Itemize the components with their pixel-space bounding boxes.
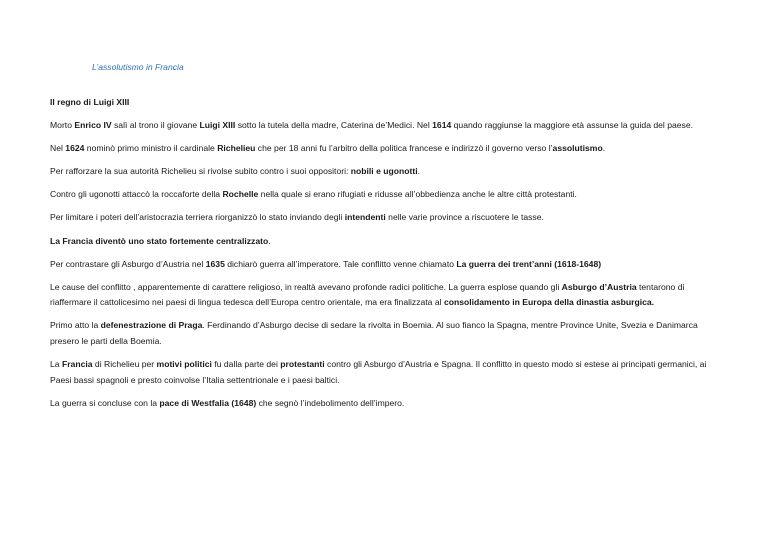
text-run: nelle varie province a riscuotere le tasse. (385, 212, 544, 223)
bold-text: defenestrazione di Praga (100, 320, 203, 331)
text-run: Nel (50, 143, 66, 154)
paragraph (50, 257, 722, 273)
text-run: salì al trono il giovane (111, 120, 200, 131)
text-run: tentarono di riaffermare il cattolicesimo nei paesi di lingua tedesca dell’Europa centro orientale, ma era finalizzata al (50, 281, 685, 308)
bold-text: Enrico IV (74, 120, 112, 131)
text-run: che segnò l’indebolimento dell’impero. (256, 397, 405, 408)
text-run: Le cause del conflitto , apparentemente di carattere religioso, in realtà avevano profonde radici politiche. La guerra esplose quando gli (50, 281, 562, 292)
text-run: sotto la tutela della madre, Caterina de’Medici. Nel (235, 120, 433, 131)
text-run: quando raggiunse la maggiore età assunse la guida del paese. (451, 120, 694, 131)
bold-text: protestanti (280, 359, 325, 370)
text-run: Morto (50, 120, 75, 131)
bold-text: nobili e ugonotti (350, 166, 418, 177)
text-run: . (602, 143, 606, 154)
paragraph (50, 187, 722, 203)
text-run: dichiarò guerra all’imperatore. Tale conflitto venne chiamato (224, 258, 457, 269)
paragraph (50, 234, 722, 250)
bold-text: La guerra dei trent’anni (1618-1648) (456, 258, 602, 269)
bold-text: Rochelle (222, 189, 259, 200)
paragraph (50, 396, 722, 412)
paragraph (50, 164, 722, 180)
text-run: che per 18 anni fu l’arbitro della politica francese e indirizzò il governo verso l’ (255, 143, 553, 154)
document-title: L’assolutismo in Francia (92, 62, 184, 72)
text-run: nominò primo ministro il cardinale (84, 143, 218, 154)
bold-text: Luigi XIII (199, 120, 236, 131)
bold-text: Francia (61, 359, 93, 370)
paragraph (50, 210, 722, 226)
text-run: . (417, 166, 420, 177)
text-run: . Ferdinando d’Asburgo decise di sedare la rivolta in Boemia. Al suo fianco la Spagna, mentre Province Unite, Svezia e Danimarca presero le parti della Boemia. (50, 320, 698, 347)
bold-text: 1624 (65, 143, 85, 154)
text-run: Per rafforzare la sua autorità Richelieu si rivolse subito contro i suoi oppositori: (50, 166, 351, 177)
paragraph (50, 318, 722, 349)
bold-text: motivi politici (156, 359, 212, 370)
paragraph (50, 141, 722, 157)
text-run: Contro gli ugonotti attaccò la roccaforte della (50, 189, 223, 200)
bold-text: La Francia diventò uno stato fortemente centralizzato (50, 235, 269, 246)
text-run: Primo atto la (50, 320, 101, 331)
bold-text: intendenti (344, 212, 386, 223)
bold-text: pace di Westfalia (1648) (159, 397, 257, 408)
text-run: La (50, 359, 62, 370)
bold-text: 1635 (205, 258, 225, 269)
text-run: La guerra si concluse con la (50, 397, 160, 408)
text-run: Per contrastare gli Asburgo d’Austria nel (50, 258, 206, 269)
text-run: Per limitare i poteri dell’aristocrazia terriera riorganizzò lo stato inviando degli (50, 212, 345, 223)
paragraph (50, 280, 722, 311)
text-run: nella quale si erano rifugiati e ridusse all’obbedienza anche le altre città protestanti. (258, 189, 577, 200)
paragraph-list (50, 118, 722, 411)
bold-text: Richelieu (217, 143, 256, 154)
text-run: contro gli Asburgo d’Austria e Spagna. Il conflitto in questo modo si estese ai principati germanici, ai Paesi bassi spagnoli e presto coinvolse l’Italia settentrionale e i paesi baltici. (50, 359, 707, 385)
paragraph (50, 357, 722, 388)
text-run: di Richelieu per (92, 359, 157, 370)
bold-text: Asburgo d’Austria (561, 281, 637, 292)
paragraph (50, 118, 722, 134)
bold-text: consolidamento in Europa della dinastia asburgica. (443, 297, 655, 308)
section-heading: Il regno di Luigi XIII (50, 97, 130, 107)
bold-text: assolutismo (552, 143, 603, 154)
document-body (50, 95, 722, 419)
bold-text: 1614 (432, 120, 452, 131)
text-run: . (268, 235, 271, 246)
text-run: fu dalla parte dei (211, 359, 281, 370)
